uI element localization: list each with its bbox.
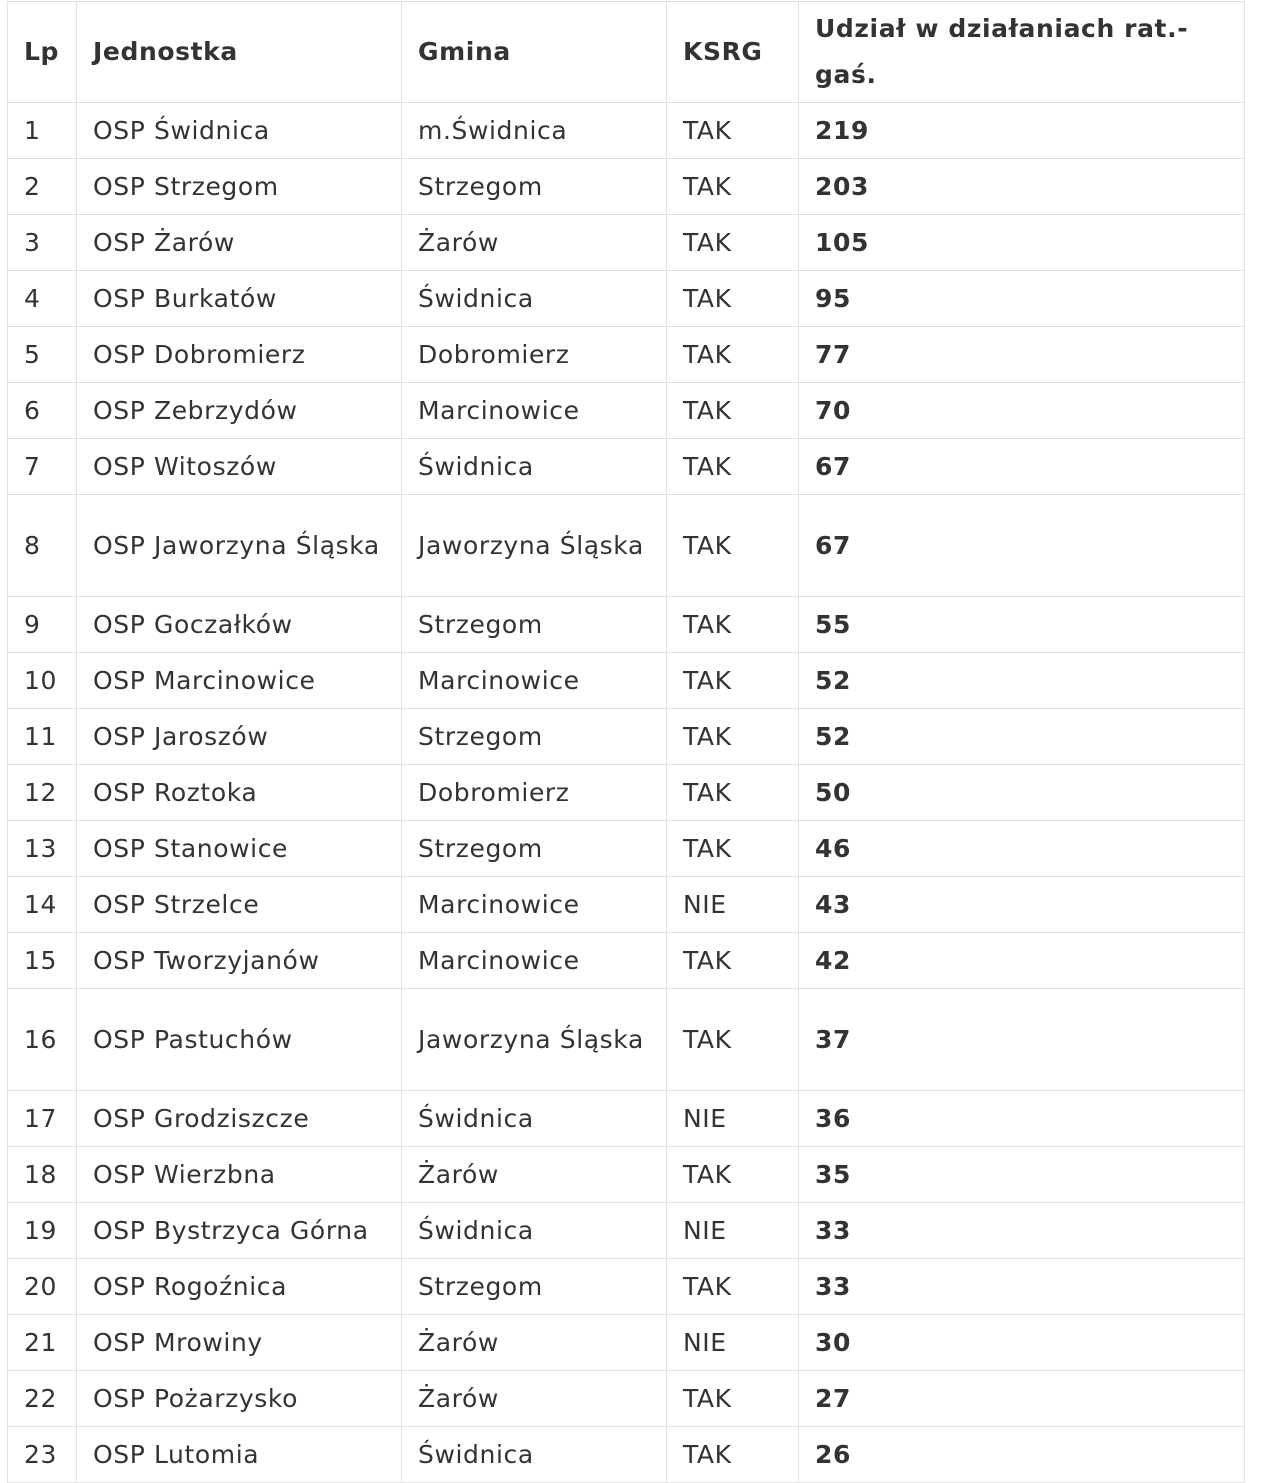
cell-gmina: Strzegom xyxy=(402,821,667,877)
cell-ksrg: TAK xyxy=(667,653,799,709)
cell-ksrg: NIE xyxy=(667,877,799,933)
cell-ksrg: TAK xyxy=(667,495,799,597)
cell-udzial: 67 xyxy=(799,439,1245,495)
cell-jednostka: OSP Jaroszów xyxy=(77,709,402,765)
cell-ksrg: TAK xyxy=(667,1427,799,1483)
cell-jednostka: OSP Stanowice xyxy=(77,821,402,877)
table-row xyxy=(8,989,1245,1091)
cell-gmina: Świdnica xyxy=(402,271,667,327)
cell-udzial: 33 xyxy=(799,1203,1245,1259)
cell-lp: 18 xyxy=(8,1147,77,1203)
cell-lp: 4 xyxy=(8,271,77,327)
table-row xyxy=(8,327,1245,383)
cell-ksrg: TAK xyxy=(667,1371,799,1427)
table-row xyxy=(8,877,1245,933)
ranking-table xyxy=(7,1,1245,1483)
cell-lp: 14 xyxy=(8,877,77,933)
cell-lp: 5 xyxy=(8,327,77,383)
cell-lp: 22 xyxy=(8,1371,77,1427)
cell-udzial: 52 xyxy=(799,653,1245,709)
cell-udzial: 67 xyxy=(799,495,1245,597)
cell-gmina: Strzegom xyxy=(402,159,667,215)
cell-udzial: 33 xyxy=(799,1259,1245,1315)
cell-lp: 21 xyxy=(8,1315,77,1371)
cell-gmina: Żarów xyxy=(402,1315,667,1371)
cell-gmina: Świdnica xyxy=(402,1203,667,1259)
cell-ksrg: TAK xyxy=(667,383,799,439)
cell-lp: 19 xyxy=(8,1203,77,1259)
cell-udzial: 70 xyxy=(799,383,1245,439)
table-row xyxy=(8,709,1245,765)
cell-lp: 12 xyxy=(8,765,77,821)
cell-ksrg: TAK xyxy=(667,271,799,327)
table-row xyxy=(8,159,1245,215)
cell-gmina: Żarów xyxy=(402,1371,667,1427)
cell-jednostka: OSP Strzegom xyxy=(77,159,402,215)
table-body xyxy=(8,103,1245,1483)
table-row xyxy=(8,1203,1245,1259)
cell-gmina: Żarów xyxy=(402,1147,667,1203)
table-row xyxy=(8,821,1245,877)
cell-lp: 11 xyxy=(8,709,77,765)
cell-jednostka: OSP Pastuchów xyxy=(77,989,402,1091)
cell-jednostka: OSP Zebrzydów xyxy=(77,383,402,439)
cell-jednostka: OSP Burkatów xyxy=(77,271,402,327)
cell-lp: 15 xyxy=(8,933,77,989)
cell-udzial: 219 xyxy=(799,103,1245,159)
cell-gmina: Marcinowice xyxy=(402,933,667,989)
cell-gmina: Marcinowice xyxy=(402,383,667,439)
cell-gmina: Strzegom xyxy=(402,1259,667,1315)
cell-lp: 17 xyxy=(8,1091,77,1147)
table-row xyxy=(8,1427,1245,1483)
table-row xyxy=(8,1091,1245,1147)
cell-jednostka: OSP Goczałków xyxy=(77,597,402,653)
cell-jednostka: OSP Wierzbna xyxy=(77,1147,402,1203)
table-row xyxy=(8,495,1245,597)
cell-jednostka: OSP Mrowiny xyxy=(77,1315,402,1371)
cell-lp: 6 xyxy=(8,383,77,439)
cell-gmina: Świdnica xyxy=(402,1091,667,1147)
cell-jednostka: OSP Roztoka xyxy=(77,765,402,821)
cell-ksrg: TAK xyxy=(667,439,799,495)
cell-udzial: 55 xyxy=(799,597,1245,653)
cell-udzial: 46 xyxy=(799,821,1245,877)
cell-jednostka: OSP Tworzyjanów xyxy=(77,933,402,989)
header-gmina: Gmina xyxy=(402,2,667,103)
cell-lp: 16 xyxy=(8,989,77,1091)
cell-jednostka: OSP Świdnica xyxy=(77,103,402,159)
cell-udzial: 52 xyxy=(799,709,1245,765)
cell-gmina: Świdnica xyxy=(402,1427,667,1483)
cell-gmina: m.Świdnica xyxy=(402,103,667,159)
cell-ksrg: TAK xyxy=(667,1259,799,1315)
cell-ksrg: TAK xyxy=(667,597,799,653)
header-udzial: Udział w działaniach rat.-gaś. xyxy=(799,2,1245,103)
cell-jednostka: OSP Grodziszcze xyxy=(77,1091,402,1147)
cell-jednostka: OSP Jaworzyna Śląska xyxy=(77,495,402,597)
table-row xyxy=(8,103,1245,159)
cell-jednostka: OSP Strzelce xyxy=(77,877,402,933)
cell-jednostka: OSP Pożarzysko xyxy=(77,1371,402,1427)
cell-lp: 9 xyxy=(8,597,77,653)
cell-gmina: Jaworzyna Śląska xyxy=(402,495,667,597)
cell-lp: 2 xyxy=(8,159,77,215)
cell-ksrg: TAK xyxy=(667,327,799,383)
table-row xyxy=(8,933,1245,989)
cell-lp: 13 xyxy=(8,821,77,877)
header-jednostka: Jednostka xyxy=(77,2,402,103)
cell-lp: 20 xyxy=(8,1259,77,1315)
cell-lp: 10 xyxy=(8,653,77,709)
cell-ksrg: NIE xyxy=(667,1203,799,1259)
cell-jednostka: OSP Rogoźnica xyxy=(77,1259,402,1315)
cell-jednostka: OSP Marcinowice xyxy=(77,653,402,709)
table-row xyxy=(8,215,1245,271)
cell-udzial: 77 xyxy=(799,327,1245,383)
ranking-table-container xyxy=(7,1,1244,1483)
cell-gmina: Marcinowice xyxy=(402,877,667,933)
cell-udzial: 37 xyxy=(799,989,1245,1091)
table-row xyxy=(8,1259,1245,1315)
cell-ksrg: TAK xyxy=(667,765,799,821)
cell-gmina: Marcinowice xyxy=(402,653,667,709)
table-row xyxy=(8,597,1245,653)
cell-ksrg: TAK xyxy=(667,103,799,159)
cell-udzial: 95 xyxy=(799,271,1245,327)
cell-ksrg: TAK xyxy=(667,1147,799,1203)
header-ksrg: KSRG xyxy=(667,2,799,103)
table-row xyxy=(8,1315,1245,1371)
cell-ksrg: TAK xyxy=(667,989,799,1091)
cell-lp: 8 xyxy=(8,495,77,597)
cell-lp: 1 xyxy=(8,103,77,159)
table-row xyxy=(8,1371,1245,1427)
cell-udzial: 35 xyxy=(799,1147,1245,1203)
cell-jednostka: OSP Witoszów xyxy=(77,439,402,495)
cell-udzial: 27 xyxy=(799,1371,1245,1427)
cell-lp: 7 xyxy=(8,439,77,495)
cell-ksrg: TAK xyxy=(667,709,799,765)
cell-jednostka: OSP Żarów xyxy=(77,215,402,271)
cell-ksrg: TAK xyxy=(667,215,799,271)
table-row xyxy=(8,439,1245,495)
cell-udzial: 50 xyxy=(799,765,1245,821)
cell-gmina: Dobromierz xyxy=(402,765,667,821)
cell-gmina: Jaworzyna Śląska xyxy=(402,989,667,1091)
cell-ksrg: TAK xyxy=(667,159,799,215)
cell-gmina: Dobromierz xyxy=(402,327,667,383)
cell-udzial: 42 xyxy=(799,933,1245,989)
cell-gmina: Żarów xyxy=(402,215,667,271)
cell-jednostka: OSP Bystrzyca Górna xyxy=(77,1203,402,1259)
cell-lp: 23 xyxy=(8,1427,77,1483)
table-row xyxy=(8,1147,1245,1203)
cell-ksrg: NIE xyxy=(667,1091,799,1147)
cell-gmina: Strzegom xyxy=(402,709,667,765)
cell-jednostka: OSP Dobromierz xyxy=(77,327,402,383)
table-row xyxy=(8,271,1245,327)
table-header-row xyxy=(8,2,1245,103)
cell-jednostka: OSP Lutomia xyxy=(77,1427,402,1483)
table-row xyxy=(8,765,1245,821)
cell-lp: 3 xyxy=(8,215,77,271)
header-lp: Lp xyxy=(8,2,77,103)
cell-udzial: 105 xyxy=(799,215,1245,271)
cell-ksrg: TAK xyxy=(667,933,799,989)
cell-udzial: 36 xyxy=(799,1091,1245,1147)
cell-udzial: 30 xyxy=(799,1315,1245,1371)
cell-udzial: 203 xyxy=(799,159,1245,215)
table-row xyxy=(8,653,1245,709)
cell-gmina: Strzegom xyxy=(402,597,667,653)
table-row xyxy=(8,383,1245,439)
cell-ksrg: NIE xyxy=(667,1315,799,1371)
cell-ksrg: TAK xyxy=(667,821,799,877)
cell-udzial: 43 xyxy=(799,877,1245,933)
cell-gmina: Świdnica xyxy=(402,439,667,495)
cell-udzial: 26 xyxy=(799,1427,1245,1483)
